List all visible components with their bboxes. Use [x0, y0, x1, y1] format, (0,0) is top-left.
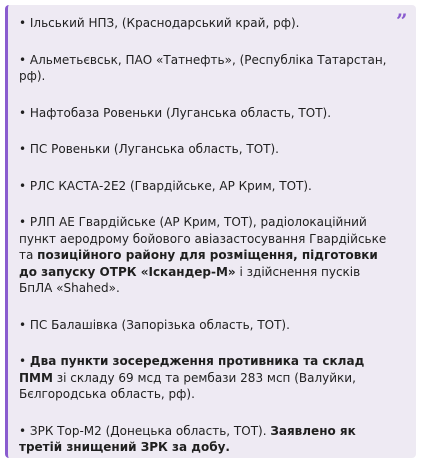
item-text: • ПС Балашівка (Запорізька область, ТОТ). — [19, 317, 290, 332]
item-text-bold: позиційного району для розміщення, підготовки до запуску ОТРК «Іскандер-М» — [19, 248, 378, 279]
item-text: • Альметьєвськ, ПАО «Татнефть», (Республіка Татарстан, рф). — [19, 52, 387, 83]
quote-block — [5, 5, 416, 458]
item-text-bold: Заявлено як третій знищений ЗРК за добу. — [19, 423, 356, 454]
list-item — [19, 423, 402, 456]
list-item — [19, 353, 402, 403]
list-item — [19, 141, 402, 158]
item-text: • Нафтобаза Ровеньки (Луганська область, ТОТ). — [19, 105, 332, 120]
item-text: і здійснення пусків БпЛА «Shahed». — [19, 264, 361, 295]
item-text: • РЛП АЕ Гвардійське (АР Крим, ТОТ), радіолокаційний пункт аеродрому бойового авіазастосування Гвардійське та — [19, 215, 387, 262]
list-item — [19, 105, 402, 122]
item-text: • Ільський НПЗ, (Краснодарський край, рф). — [19, 16, 300, 30]
item-text: • — [19, 354, 30, 368]
list-item — [19, 52, 402, 85]
item-text: • ЗРК Тор-М2 (Донецька область, ТОТ). — [19, 423, 271, 438]
list-item — [19, 214, 402, 297]
item-text: зі складу 69 мсд та рембази 283 мсп (Валуйки, Бєлгородська область, рф). — [19, 370, 356, 401]
quote-icon: ” — [396, 9, 408, 33]
list-item — [19, 317, 402, 334]
item-text: • РЛС КАСТА-2Е2 (Гвардійське, АР Крим, ТОТ). — [19, 178, 312, 193]
item-text: • ПС Ровеньки (Луганська область, ТОТ). — [19, 142, 279, 156]
list-item — [19, 15, 402, 32]
item-text-bold: Два пункти зосередження противника та склад ПММ — [19, 354, 365, 385]
list-item — [19, 178, 402, 195]
